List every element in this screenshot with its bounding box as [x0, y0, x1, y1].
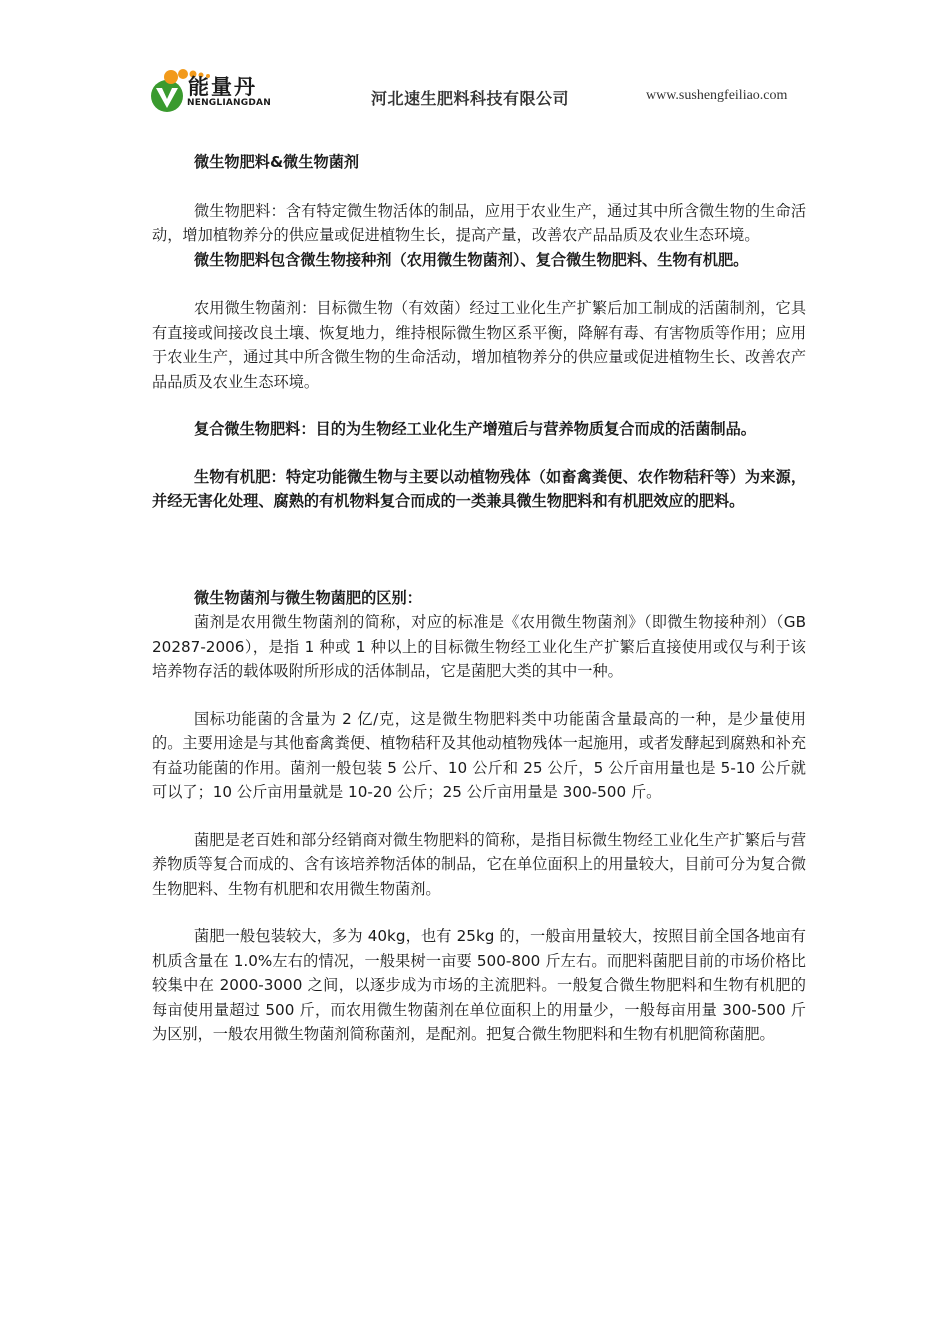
logo-brand-name: 能量丹 [188, 75, 257, 99]
paragraph-agent-dosage: 国标功能菌的含量为 2 亿/克，这是微生物肥料类中功能菌含量最高的一种，是少量使用的。主要用途是与其他畜禽粪便、植物秸秆及其他动植物残体一起施用，或者发酵起到腐熟和补充有益功能菌的作用。菌剂一般包装 5 公斤、10 公斤和 25 公斤，5 公斤亩用量也是 5-10 公斤就可以了；10 公斤亩用量就是 10-20 公斤；25 公斤亩用量是 300-500 斤。 [152, 709, 806, 801]
paragraph-fertilizer-types: 微生物肥料包含微生物接种剂（农用微生物菌剂）、复合微生物肥料、生物有机肥。 [194, 250, 749, 269]
section-subtitle: 微生物菌剂与微生物菌肥的区别： [194, 588, 422, 607]
section-title: 微生物肥料&微生物菌剂 [194, 153, 360, 171]
paragraph-bacterial-fertilizer-dosage: 菌肥一般包装较大，多为 40kg，也有 25kg 的，一般亩用量较大，按照目前全国各地亩有机质含量在 1.0%左右的情况，一般果树一亩要 500-800 斤左右。而肥料菌肥目前的市场价格比较集中在 2000-3000 之间，以逐步成为市场的主流肥料。一般复合微生物肥料和生物有机肥的每亩使用量超过 500 斤，而农用微生物菌剂在单位面积上的用量少，一般每亩用量 300-500 斤为区别，一般农用微生物菌剂简称菌剂，是配剂。把复合微生物肥料和生物有机肥简称菌肥。 [152, 927, 806, 1043]
paragraph-bacterial-fertilizer: 菌肥是老百姓和部分经销商对微生物肥料的简称，是指目标微生物经工业化生产扩繁后与营养物质等复合而成的、含有该培养物活体的制品，它在单位面积上的用量较大，目前可分为复合微生物肥料、生物有机肥和农用微生物菌剂。 [152, 830, 806, 898]
page-header [0, 0, 950, 130]
document-body [152, 150, 806, 1047]
paragraph-microbial-fertilizer: 微生物肥料：含有特定微生物活体的制品，应用于农业生产，通过其中所含微生物的生命活动，增加植物养分的供应量或促进植物生长，提高产量，改善农产品品质及农业生态环境。 [152, 201, 806, 244]
paragraph-microbial-agent: 农用微生物菌剂：目标微生物（有效菌）经过工业化生产扩繁后加工制成的活菌制剂，它具有直接或间接改良土壤、恢复地力，维持根际微生物区系平衡，降解有毒、有害物质等作用；应用于农业生产，通过其中所含微生物的生命活动，增加植物养分的供应量或促进植物生长、改善农产品品质及农业生态环境。 [152, 299, 806, 391]
paragraph-bio-organic-fertilizer: 生物有机肥：特定功能微生物与主要以动植物残体（如畜禽粪便、农作物秸秆等）为来源，并经无害化处理、腐熟的有机物料复合而成的一类兼具微生物肥料和有机肥效应的肥料。 [152, 467, 806, 510]
company-website: www.sushengfeiliao.com [646, 88, 788, 103]
company-name: 河北速生肥料科技有限公司 [371, 89, 570, 108]
logo-brand-pinyin: NENGLIANGDAN [187, 98, 271, 108]
paragraph-agent-definition: 菌剂是农用微生物菌剂的简称，对应的标准是《农用微生物菌剂》（即微生物接种剂）（GB 20287-2006），是指 1 种或 1 种以上的目标微生物经工业化生产扩繁后直接使用或仅与利于该培养物存活的载体吸附所形成的活体制品，它是菌肥大类的其中一种。 [152, 613, 806, 680]
paragraph-compound-fertilizer: 复合微生物肥料：目的为生物经工业化生产增殖后与营养物质复合而成的活菌制品。 [194, 420, 756, 438]
